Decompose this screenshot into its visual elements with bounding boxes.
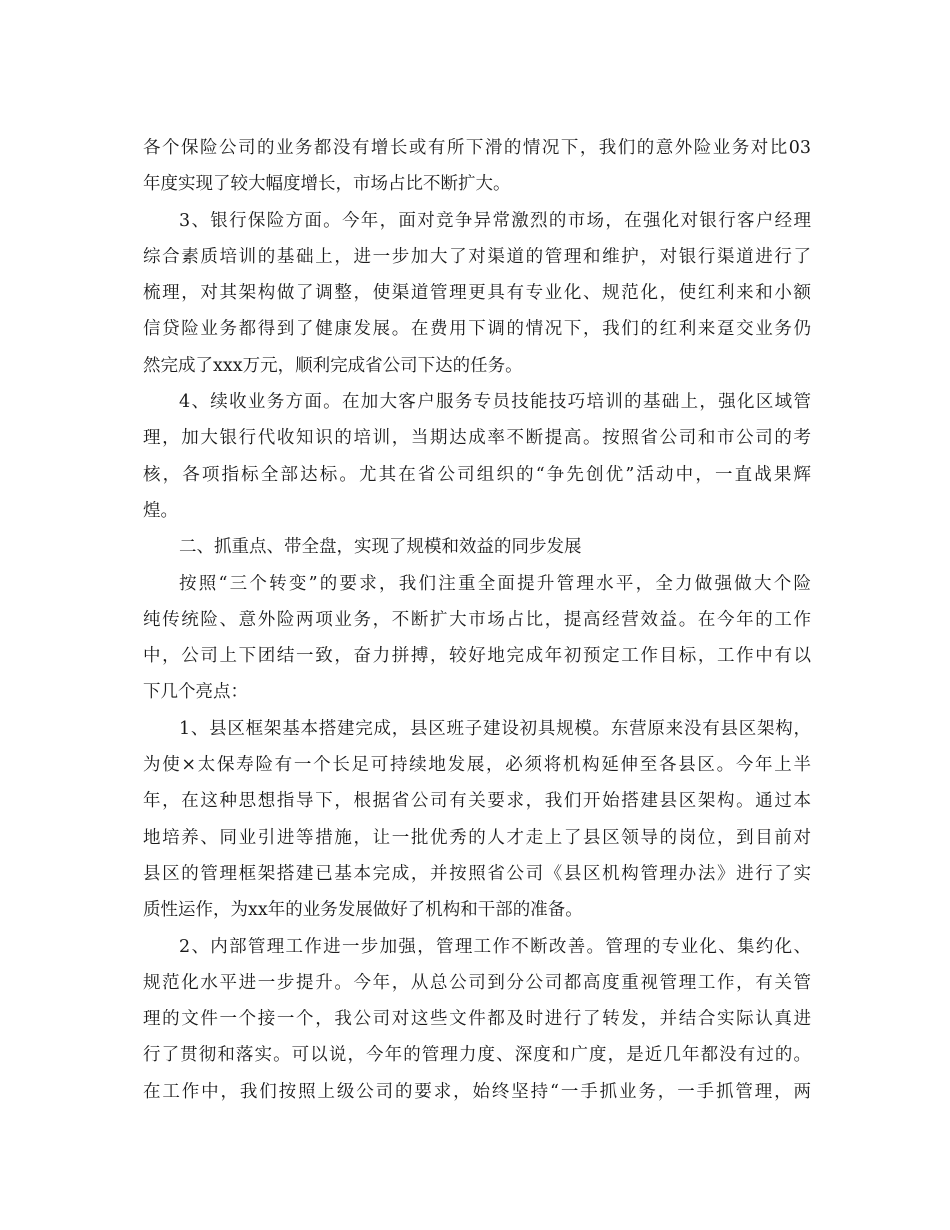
document-line: 中，公司上下团结一致，奋力拼搏，较好地完成年初预定工作目标，工作中有以 (143, 646, 811, 667)
document-line: 煌。 (143, 500, 178, 521)
document-line: 1、县区框架基本搭建完成，县区班子建设初具规模。东营原来没有县区架构， (179, 718, 811, 739)
document-line: 2、内部管理工作进一步加强，管理工作不断改善。管理的专业化、集约化、 (179, 936, 811, 957)
document-line: 然完成了xxx万元，顺利完成省公司下达的任务。 (143, 355, 523, 376)
document-body (143, 130, 811, 1110)
document-line: 县区的管理框架搭建已基本完成，并按照省公司《县区机构管理办法》进行了实 (143, 863, 811, 884)
document-line: 4、续收业务方面。在加大客户服务专员技能技巧培训的基础上，强化区域管 (179, 392, 811, 413)
document-line: 核，各项指标全部达标。尤其在省公司组织的“争先创优”活动中，一直战果辉 (143, 464, 811, 485)
document-line: 按照“三个转变”的要求，我们注重全面提升管理水平，全力做强做大个险 (179, 573, 811, 594)
document-line: 理，加大银行代收知识的培训，当期达成率不断提高。按照省公司和市公司的考 (143, 428, 811, 449)
document-line: 梳理，对其架构做了调整，使渠道管理更具有专业化、规范化，使红利来和小额 (143, 283, 811, 304)
document-line: 信贷险业务都得到了健康发展。在费用下调的情况下，我们的红利来趸交业务仍 (143, 319, 811, 340)
document-line: 二、抓重点、带全盘，实现了规模和效益的同步发展 (179, 537, 582, 558)
document-line: 地培养、同业引进等措施，让一批优秀的人才走上了县区领导的岗位，到目前对 (143, 827, 811, 848)
document-line: 各个保险公司的业务都没有增长或有所下滑的情况下，我们的意外险业务对比03 (143, 138, 811, 158)
document-line: 规范化水平进一步提升。今年，从总公司到分公司都高度重视管理工作，有关管 (143, 972, 811, 993)
document-line: 理的文件一个接一个，我公司对这些文件都及时进行了转发，并结合实际认真进 (143, 1009, 811, 1030)
document-line: 质性运作，为xx年的业务发展做好了机构和干部的准备。 (143, 900, 583, 921)
document-line: 在工作中，我们按照上级公司的要求，始终坚持“一手抓业务，一手抓管理，两 (143, 1081, 811, 1102)
document-line: 下几个亮点： (143, 682, 248, 703)
document-line: 3、银行保险方面。今年，面对竞争异常激烈的市场，在强化对银行客户经理 (179, 210, 811, 231)
document-line: 行了贯彻和落实。可以说，今年的管理力度、深度和广度，是近几年都没有过的。 (143, 1045, 811, 1066)
document-line: 纯传统险、意外险两项业务，不断扩大市场占比，提高经营效益。在今年的工作 (143, 609, 811, 630)
document-line: 综合素质培训的基础上，进一步加大了对渠道的管理和维护，对银行渠道进行了 (143, 246, 811, 267)
document-line: 年，在这种思想指导下，根据省公司有关要求，我们开始搭建县区架构。通过本 (143, 791, 811, 812)
document-line: 年度实现了较大幅度增长，市场占比不断扩大。 (143, 174, 511, 195)
document-line: 为使×太保寿险有一个长足可持续地发展，必须将机构延伸至各县区。今年上半 (143, 755, 811, 776)
